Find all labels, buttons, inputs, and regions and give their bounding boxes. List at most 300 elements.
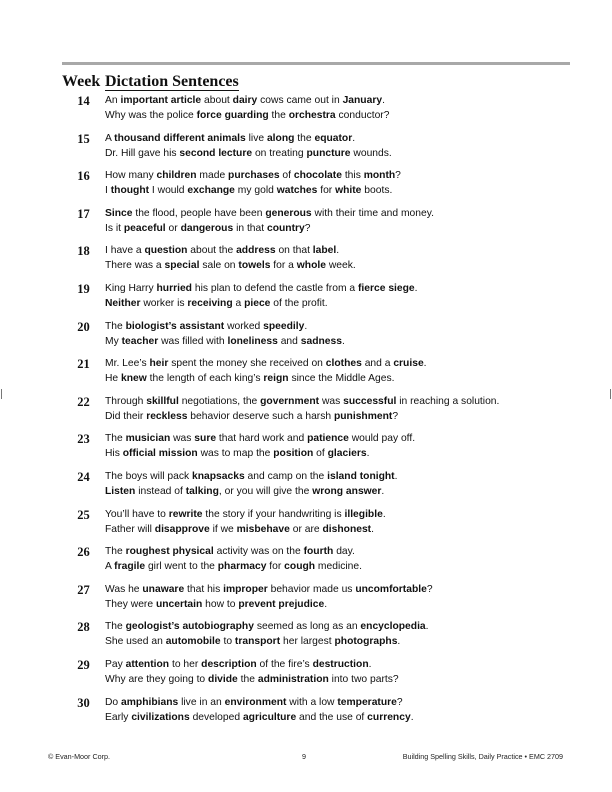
sentence-text: behavior made us [267,583,356,595]
spelling-word: equator [314,132,353,144]
dictation-row [62,507,570,545]
week-number: 16 [77,169,90,184]
spelling-word: hurried [156,282,192,294]
spelling-word: exchange [187,185,235,197]
sentence-pair [105,619,429,657]
sentence-text: girl went to the [145,561,218,573]
spelling-word: amphibians [121,696,179,708]
dictation-row [62,657,570,695]
sentence-text: The [105,320,126,332]
sentence-text: Pay [105,658,126,670]
week-number: 29 [77,657,90,672]
sentence-text: Was he [105,583,143,595]
sentence-text: was filled with [158,335,228,347]
sentence-text: Do [105,696,122,708]
sentence [105,672,399,687]
right-margin-mark [610,389,611,399]
spelling-word: cruise [393,358,424,370]
sentence-text: The [105,433,126,445]
spelling-word: environment [224,696,287,708]
spelling-word: force guarding [196,110,269,121]
sentence-text: The [105,621,126,633]
sentence-text: the [294,132,315,144]
spelling-word: encyclopedia [360,621,426,633]
spelling-word: fourth [303,546,334,558]
sentence-text: a [232,297,245,309]
sentence-text: of the fire’s [256,658,313,670]
sentence-text: Early [105,711,132,723]
sentence-text: An [105,95,121,106]
spelling-word: watches [276,185,318,197]
sentence-text: developed [189,711,243,723]
spelling-word: patience [307,433,349,445]
sentence [105,93,389,108]
spelling-word: address [236,245,276,257]
sentence-text: into two parts? [328,673,399,685]
sentence-pair [105,206,434,244]
week-number: 30 [77,695,90,710]
spelling-word: disapprove [154,523,210,535]
sentence-text: the [268,110,289,121]
spelling-word: speedily [263,320,305,332]
spelling-word: pharmacy [217,561,267,573]
sentence [105,634,429,649]
dictation-row [62,394,570,432]
sentence-text: of the profit. [270,297,328,309]
sentence-text: if we [209,523,237,535]
sentence-text: . [341,335,345,347]
sentence-text: for a [270,260,297,272]
sentence-text: Why are they going to [105,673,209,685]
sentence-text: would pay off. [348,433,416,445]
sentence-pair [105,695,414,733]
sentence-text: I [105,185,111,197]
sentence-text: his plan to defend the castle from a [191,282,358,294]
spelling-word: currency [367,711,411,723]
sentence-pair [105,131,392,169]
sentence-text: or [165,222,181,234]
spelling-word: temperature [337,696,397,708]
spelling-word: uncertain [155,598,203,610]
spelling-word: generous [265,207,312,219]
spelling-word: whole [296,260,326,272]
spelling-word: clothes [325,358,362,370]
sentence-text: . [394,470,398,482]
sentence-text: was [319,395,344,407]
spelling-word: month [363,170,396,182]
sentence-text: . [414,282,418,294]
sentence [105,168,401,183]
sentence-pair [105,356,427,394]
top-rule [62,62,570,65]
week-number: 28 [77,620,90,635]
spelling-word: thousand different animals [114,132,246,144]
spelling-word: transport [234,636,281,648]
sentence-text: since the Middle Ages. [288,373,395,385]
spelling-word: glaciers [327,448,367,460]
dictation-row [62,431,570,469]
sentence-text: . [371,523,374,535]
spelling-word: knew [121,373,147,385]
sentence-text: that his [184,583,224,595]
sentence-text: worker is [140,297,188,309]
sentence-text: ? [426,583,433,595]
sentence-text: . [381,485,385,497]
sentence [105,258,356,273]
sentence-text: ? [304,222,311,234]
sentence [105,582,433,597]
sentence-text: the length of each king’s [146,373,264,385]
sentence-text: Dr. Hill gave his [105,147,180,159]
spelling-word: prevent prejudice [238,598,325,610]
spelling-word: official mission [122,448,198,460]
spelling-word: successful [343,395,397,407]
sentence-text: I have a [105,245,145,257]
spelling-word: biologist’s assistant [125,320,225,332]
sentence-text: was [170,433,195,445]
sentence-text: live [245,132,267,144]
sentence [105,131,392,146]
spelling-word: position [273,448,314,460]
sentence-pair [105,431,415,469]
sentence-text: A [105,132,115,144]
spelling-word: thought [110,185,150,197]
sentence-text: medicine. [315,561,362,573]
sentence-text: cows came out in [257,95,343,106]
sentence-text: spent the money she received on [168,358,326,370]
spelling-word: rewrite [168,508,203,520]
sentence [105,409,499,424]
sentence [105,484,397,499]
sentence-text: her largest [280,636,335,648]
sentence-text: and camp on the [244,470,328,482]
spelling-word: heir [149,358,169,370]
sentence [105,710,414,725]
sentence [105,469,397,484]
sentence-text: He [105,373,122,385]
sentence-text: How many [105,170,157,182]
week-number: 26 [77,545,90,560]
sentence [105,334,345,349]
sentence [105,296,418,311]
week-number: 24 [77,469,90,484]
sentence-text: seemed as long as an [253,621,361,633]
spelling-word: puncture [306,147,351,159]
sentence-text: The [105,546,126,558]
sentence-text: the story if your handwriting is [202,508,345,520]
sentence-text: ? [395,170,401,182]
sentence-text: day. [333,546,355,558]
sentence [105,146,392,161]
sentence-text: My [105,335,122,347]
spelling-word: receiving [187,297,233,309]
sentence-text: The boys will pack [105,470,192,482]
sentence-text: Mr. Lee’s [105,358,150,370]
spelling-word: musician [125,433,171,445]
sentence-text: this [341,170,364,182]
spelling-word: automobile [165,636,221,648]
spelling-word: unaware [142,583,185,595]
sentence-text: or are [289,523,323,535]
sentence [105,657,399,672]
sentence-pair [105,544,362,582]
sentence-text: Is it [105,222,124,234]
spelling-word: improper [223,583,268,595]
sentence-text: King Harry [105,282,157,294]
spelling-word: country [266,222,305,234]
week-number: 19 [77,281,90,296]
sentence-text: live in an [178,696,225,708]
week-number: 23 [77,432,90,447]
sentence-text: , or you will give the [218,485,313,497]
sentence-pair [105,319,345,357]
week-number: 17 [77,206,90,221]
dictation-row [62,544,570,582]
dictation-row [62,243,570,281]
sentence-text: . [366,448,370,460]
week-number: 25 [77,507,90,522]
spelling-word: reign [263,373,289,385]
spelling-word: teacher [121,335,159,347]
sentence-text: . [397,636,401,648]
spelling-word: destruction [312,658,369,670]
spelling-word: peaceful [123,222,166,234]
sentence [105,281,418,296]
dictation-row [62,319,570,357]
spelling-word: January [342,95,383,106]
week-number: 21 [77,357,90,372]
spelling-word: white [335,185,362,197]
spelling-word: island tonight [327,470,395,482]
left-margin-mark [1,389,2,399]
dictation-row [62,93,570,131]
dictation-row [62,131,570,169]
dictation-row [62,281,570,319]
week-number: 27 [77,582,90,597]
sentence-text: to [220,636,235,648]
sentence-text: instead of [135,485,186,497]
spelling-word: knapsacks [192,470,245,482]
spelling-word: question [144,245,188,257]
sentence-text: . [382,95,385,106]
page-title: Dictation Sentences [105,73,239,90]
sentence-text: in that [233,222,267,234]
sentence-text: for [317,185,336,197]
sentence-text: There was a [105,260,165,272]
spelling-word: cough [284,561,316,573]
sentence-text: . [425,621,429,633]
dictation-row [62,582,570,620]
spelling-word: attention [125,658,170,670]
sentence [105,507,386,522]
sentence [105,108,389,123]
sentence-text: about [201,95,233,106]
spelling-word: Since [105,207,133,219]
sentence-pair [105,281,418,319]
spelling-word: children [156,170,197,182]
dictation-row [62,356,570,394]
spelling-word: purchases [228,170,280,182]
dictation-row [62,168,570,206]
spelling-word: Listen [105,485,136,497]
spelling-word: sadness [300,335,342,347]
sentence-text: of [313,448,328,460]
spelling-word: description [201,658,257,670]
spelling-word: dishonest [322,523,372,535]
spelling-word: wrong answer [312,485,382,497]
sentence [105,597,433,612]
dictation-row [62,469,570,507]
spelling-word: along [266,132,295,144]
sentence-text: and [277,335,301,347]
week-number: 15 [77,131,90,146]
sentence-text: with their time and money. [311,207,434,219]
sentence-pair [105,93,389,131]
sentence-text: . [382,508,386,520]
sentence [105,544,362,559]
sentence-text: Did their [105,410,147,422]
spelling-word: uncomfortable [355,583,427,595]
sentence-text: . [423,358,427,370]
spelling-word: dangerous [180,222,234,234]
sentence-text: You’ll have to [105,508,169,520]
sentence-text: sale on [199,260,239,272]
sentence-pair [105,582,433,620]
sentence-text: conductor? [335,110,390,121]
sentence-text: to her [169,658,202,670]
sentence-text: . [410,711,414,723]
dictation-row [62,695,570,733]
sentence-text: ? [392,410,399,422]
sentence-text: and a [361,358,394,370]
spelling-word: government [260,395,320,407]
sentence-text: was to map the [197,448,274,460]
sentence [105,446,415,461]
sentence [105,431,415,446]
sentence-text: Through [105,395,147,407]
sentence-text: and the use of [296,711,368,723]
sentence-text: Why was the police [105,110,197,121]
sentence-text: activity was on the [213,546,304,558]
spelling-word: towels [238,260,271,272]
sentence-text: worked [224,320,264,332]
spelling-word: piece [244,297,271,309]
sentence-pair [105,168,401,206]
week-number: 20 [77,319,90,334]
sentence [105,559,362,574]
spelling-word: special [164,260,200,272]
spelling-word: second lecture [179,147,253,159]
sentence-text: with a low [286,696,338,708]
sentence-text: . [324,598,328,610]
spelling-word: fragile [114,561,146,573]
spelling-word: important article [120,95,202,106]
sentence [105,394,499,409]
sentence-text: of [279,170,294,182]
spelling-word: misbehave [236,523,290,535]
sentence-text: the [237,673,258,685]
sentence [105,356,427,371]
page-number: 9 [302,752,306,761]
sentence-pair [105,469,397,507]
sentence-text: how to [202,598,239,610]
sentence-text: I would [149,185,188,197]
sentence [105,183,401,198]
sentence-text: . [352,132,356,144]
dictation-list [62,93,570,732]
dictation-row [62,619,570,657]
spelling-word: label [312,245,337,257]
copyright-text: © Evan-Moor Corp. [48,752,111,761]
week-column-header: Week [62,73,101,90]
spelling-word: Neither [105,297,141,309]
week-number: 14 [77,94,90,108]
spelling-word: orchestra [288,110,336,121]
sentence [105,695,414,710]
sentence-pair [105,657,399,695]
sentence-text: A [105,561,115,573]
sentence-text: ? [396,696,403,708]
spelling-word: reckless [146,410,188,422]
spelling-word: illegible [344,508,383,520]
spelling-word: punishment [333,410,393,422]
sentence-pair [105,507,386,545]
spelling-word: talking [185,485,219,497]
sentence-pair [105,394,499,432]
sentence-text: His [105,448,123,460]
spelling-word: loneliness [227,335,278,347]
sentence-text: behavior deserve such a harsh [187,410,334,422]
spelling-word: agriculture [242,711,297,723]
sentence-pair [105,243,356,281]
spelling-word: chocolate [293,170,342,182]
sentence [105,206,434,221]
sentence-text: . [304,320,308,332]
spelling-word: geologist’s autobiography [125,621,254,633]
week-number: 18 [77,244,90,259]
sentence-text: in reaching a solution. [396,395,500,407]
spelling-word: sure [194,433,217,445]
sentence-text: Father will [105,523,155,535]
sentence-text: for [266,561,285,573]
dictation-row [62,206,570,244]
table-header [62,73,570,91]
sentence-text: about the [187,245,237,257]
sentence-text: wounds. [350,147,392,159]
spelling-word: divide [208,673,238,685]
sentence [105,522,386,537]
sentence-text: the flood, people have been [132,207,266,219]
spelling-word: civilizations [131,711,190,723]
spelling-word: administration [257,673,329,685]
spelling-word: roughest physical [125,546,214,558]
spelling-word: fierce siege [357,282,415,294]
sentence [105,243,356,258]
sentence-text: week. [325,260,356,272]
sentence-text: negotiations, the [178,395,261,407]
sentence [105,619,429,634]
sentence-text: . [368,658,372,670]
sentence [105,221,434,236]
sentence-text: on treating [252,147,307,159]
spelling-word: photographs [334,636,398,648]
sentence-text: on that [275,245,313,257]
spelling-word: dairy [232,95,258,106]
sentence-text: my gold [234,185,277,197]
book-title: Building Spelling Skills, Daily Practice • EMC 2709 [402,752,563,761]
sentence [105,371,427,386]
week-number: 22 [77,394,90,409]
